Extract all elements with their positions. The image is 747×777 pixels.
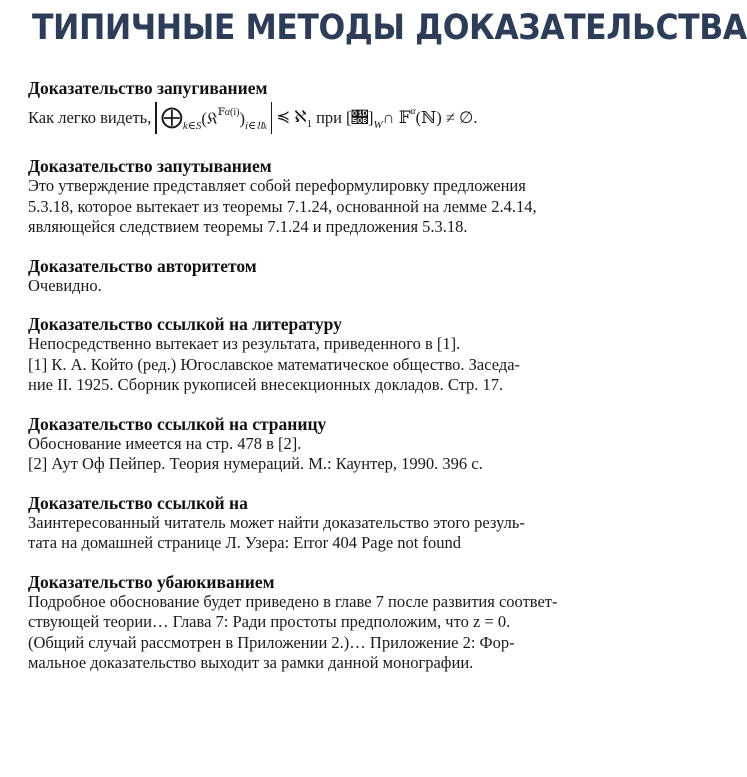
- paren-open: (: [201, 108, 207, 128]
- section-body: [28, 276, 618, 297]
- section-heading: Доказательство ссылкой на страницу: [28, 413, 327, 434]
- tail-end: (ℕ) ≠ ∅.: [415, 107, 478, 127]
- formula-expression: [161, 104, 267, 133]
- section-link-reference: [28, 493, 618, 554]
- formula-lead: Как легко видеть,: [28, 108, 152, 127]
- body-line: 5.3.18, которое вытекает из теоремы 7.1.24, основанной на лемме 2.4.14,: [28, 196, 537, 216]
- frak-sup-arg: (i): [230, 106, 240, 118]
- body-line: (Общий случай рассмотрен в Приложении 2.)… Приложение 2: Фор-: [28, 632, 515, 652]
- section-body: [28, 334, 618, 396]
- body-line: мальное доказательство выходит за рамки данной монографии.: [28, 653, 474, 672]
- body-line: Обоснование имеется на стр. 478 в [2].: [28, 433, 302, 453]
- direct-sum-subscript: k∈S: [182, 119, 202, 132]
- frak-k: 𝔎: [206, 108, 218, 128]
- tail-intersection: ∩ 𝔽: [382, 107, 411, 127]
- section-obfuscation: [28, 156, 618, 238]
- content: [28, 78, 618, 692]
- section-heading: Доказательство ссылкой на: [28, 492, 248, 513]
- body-line: [1] К. А. Който (ред.) Югославское математическое общество. Заседа-: [28, 354, 521, 374]
- section-authority: [28, 256, 618, 297]
- body-line: Очевидно.: [28, 275, 102, 295]
- tail-superscript: α: [410, 105, 416, 117]
- body-line: ствующей теории… Глава 7: Ради простоты предположим, что z = 0.: [28, 612, 511, 631]
- tail-subscript: W: [373, 118, 383, 131]
- page-title: ТИПИЧНЫЕ МЕТОДЫ ДОКАЗАТЕЛЬСТВА: [32, 8, 747, 48]
- section-heading: Доказательство запугиванием: [28, 78, 268, 98]
- section-page-reference: [28, 414, 618, 475]
- tail-bracket: [𝔋]: [345, 107, 374, 127]
- body-line: Это утверждение представляет собой переформулировку предложения: [28, 176, 526, 195]
- section-heading: Доказательство запутыванием: [28, 156, 272, 176]
- norm-bar-right: [271, 102, 273, 134]
- body-line: Непосредственно вытекает из результата, приведенного в [1].: [28, 334, 461, 353]
- section-body: [28, 176, 618, 238]
- section-literature: [28, 314, 618, 396]
- section-intimidation: [28, 78, 618, 138]
- formula-tail: [346, 106, 478, 131]
- outer-subscript: [245, 120, 267, 132]
- section-body: [28, 513, 618, 554]
- section-body: [28, 592, 618, 674]
- outer-sub-k: k: [263, 121, 267, 131]
- body-line: являющейся следствием теоремы 7.1.24 и предложения 5.3.18.: [28, 217, 468, 236]
- section-heading: Доказательство убаюкиванием: [28, 571, 275, 592]
- frak-superscript: [218, 107, 240, 118]
- body-line: тата на домашней странице Л. Узера: Error 404 Page not found: [28, 533, 462, 552]
- formula-pri: при: [316, 108, 342, 127]
- section-heading: Доказательство авторитетом: [28, 255, 257, 276]
- body-line: Заинтересованный читатель может найти доказательство этого резуль-: [28, 512, 525, 532]
- relation-symbol: ≼ ℵ: [276, 106, 307, 126]
- body-line: Подробное обоснование будет приведено в главе 7 после развития соответ-: [28, 591, 558, 611]
- body-line: ние II. 1925. Сборник рукописей внесекционных докладов. Стр. 17.: [28, 375, 504, 394]
- direct-sum-symbol: ⨁: [160, 103, 183, 129]
- formula-relation: [276, 107, 312, 130]
- outer-sub-main: i∈𝔘: [244, 119, 264, 132]
- body-line: [2] Аут Оф Пейпер. Теория нумераций. М.: Каунтер, 1990. 396 с.: [28, 454, 483, 473]
- frak-sup-f: 𝔽: [217, 106, 225, 118]
- aleph-subscript: 1: [306, 117, 313, 130]
- formula: [28, 98, 618, 138]
- section-lulling: [28, 572, 618, 674]
- frak-sup-alpha: α: [224, 106, 231, 118]
- norm-bar-left: [155, 102, 157, 134]
- paren-close: ): [239, 108, 245, 128]
- section-body: [28, 434, 618, 475]
- section-heading: Доказательство ссылкой на литературу: [28, 314, 342, 334]
